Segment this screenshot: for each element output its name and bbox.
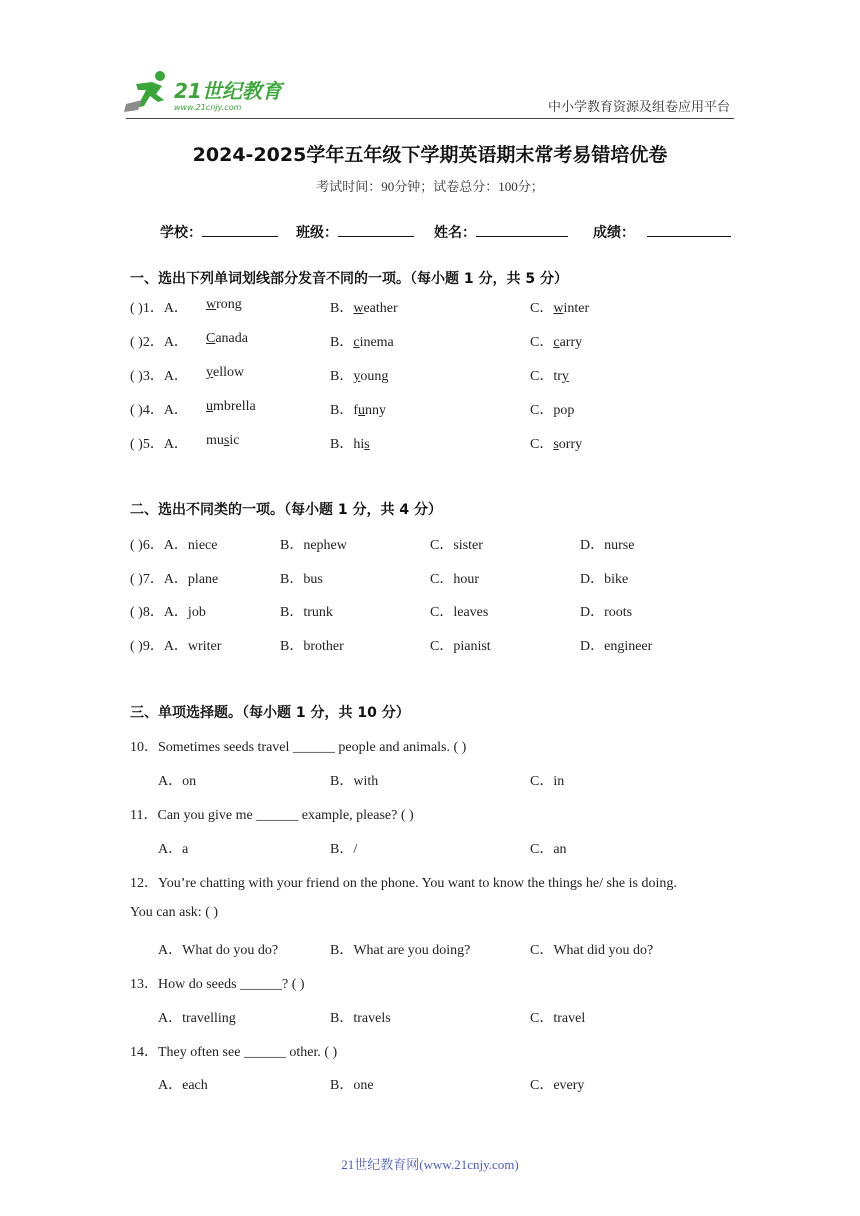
option-a: umbrella <box>206 399 256 414</box>
logo-21cnjy <box>122 70 292 114</box>
item-a: ( )6．A．niece <box>130 538 218 553</box>
option-d: D．engineer <box>580 639 653 654</box>
question-12-stem-cont: You can ask: ( ) <box>130 905 219 920</box>
option-c: C．travel <box>530 1011 586 1026</box>
section1-title: 一、选出下列单词划线部分发音不同的一项。（每小题 1 分，共 5 分） <box>130 271 568 287</box>
option-c: C．hour <box>430 572 479 587</box>
class-blank[interactable] <box>338 222 414 237</box>
option-a: A．on <box>158 774 197 789</box>
option-d: D．nurse <box>580 538 635 553</box>
item-number: ( )1．A． <box>130 301 188 316</box>
option-c: C．carry <box>530 335 583 350</box>
option-c: C．an <box>530 842 567 857</box>
question-14-stem: 14．They often see ______ other. ( ) <box>130 1045 338 1060</box>
option-b: B．travels <box>330 1011 391 1026</box>
option-b: B．nephew <box>280 538 347 553</box>
option-b: B．trunk <box>280 605 333 620</box>
option-d: D．roots <box>580 605 633 620</box>
option-c: C．pianist <box>430 639 491 654</box>
option-b: B．cinema <box>330 335 394 350</box>
question-11-stem: 11．Can you give me ______ example, please? ( ) <box>130 808 414 823</box>
question-13-stem: 13．How do seeds ______? ( ) <box>130 977 305 992</box>
name-label: 姓名： <box>434 225 476 241</box>
score-blank[interactable] <box>647 222 731 237</box>
school-field <box>160 222 278 242</box>
item-number: ( )5．A． <box>130 437 188 452</box>
option-c: C．winter <box>530 301 590 316</box>
class-label: 班级： <box>296 225 338 241</box>
option-c: C．try <box>530 369 569 384</box>
platform-caption: 中小学教育资源及组卷应用平台 <box>547 100 730 115</box>
option-b: B．/ <box>330 842 358 857</box>
option-a: music <box>206 433 240 448</box>
option-c: C．leaves <box>430 605 489 620</box>
option-b: B．funny <box>330 403 387 418</box>
logo-text: 21世纪教育 <box>174 79 282 103</box>
footer-link[interactable]: 21世纪教育网(www.21cnjy.com) <box>341 1157 519 1172</box>
option-a: A．travelling <box>158 1011 236 1026</box>
option-b: B．brother <box>280 639 344 654</box>
item-a: ( )7．A．plane <box>130 572 219 587</box>
exam-title: 2024-2025学年五年级下学期英语期末常考易错培优卷 <box>192 144 668 166</box>
option-b: B．one <box>330 1078 374 1093</box>
option-c: C．What did you do? <box>530 943 654 958</box>
option-c: C．sister <box>430 538 483 553</box>
score-field <box>593 222 731 242</box>
question-10-stem: 10．Sometimes seeds travel ______ people and animals. ( ) <box>130 740 467 755</box>
option-b: B．young <box>330 369 389 384</box>
logo-url: www.21cnjy.com <box>174 103 242 112</box>
item-number: ( )2．A． <box>130 335 188 350</box>
class-field <box>296 222 414 242</box>
option-a: A．a <box>158 842 189 857</box>
score-label: 成绩： <box>593 225 635 241</box>
option-c: C．in <box>530 774 565 789</box>
option-a: Canada <box>206 331 248 346</box>
option-d: D．bike <box>580 572 629 587</box>
header-divider <box>126 118 734 119</box>
question-12-stem: 12．You’re chatting with your friend on the phone. You want to know the things he/ she is doing. <box>130 876 677 891</box>
option-b: B．What are you doing? <box>330 943 471 958</box>
school-blank[interactable] <box>202 222 278 237</box>
school-label: 学校： <box>160 225 202 241</box>
item-number: ( )3．A． <box>130 369 188 384</box>
item-a: ( )8．A．job <box>130 605 206 620</box>
option-a: wrong <box>206 297 242 312</box>
runner-icon <box>124 71 165 112</box>
item-number: ( )4．A． <box>130 403 188 418</box>
option-b: B．bus <box>280 572 323 587</box>
section2-title: 二、选出不同类的一项。（每小题 1 分，共 4 分） <box>130 502 442 518</box>
option-c: C．every <box>530 1078 585 1093</box>
option-b: B．with <box>330 774 379 789</box>
option-b: B．weather <box>330 301 398 316</box>
option-a: A．What do you do? <box>158 943 279 958</box>
option-a: yellow <box>206 365 245 380</box>
section3-title: 三、单项选择题。（每小题 1 分，共 10 分） <box>130 705 410 721</box>
option-b: B．his <box>330 437 370 452</box>
option-c: C．sorry <box>530 437 583 452</box>
option-c: C．pop <box>530 403 575 418</box>
name-field <box>434 222 568 242</box>
name-blank[interactable] <box>476 222 568 237</box>
option-a: A．each <box>158 1078 208 1093</box>
item-a: ( )9．A．writer <box>130 639 222 654</box>
exam-info: 考试时间：90分钟；试卷总分：100分； <box>316 179 544 194</box>
